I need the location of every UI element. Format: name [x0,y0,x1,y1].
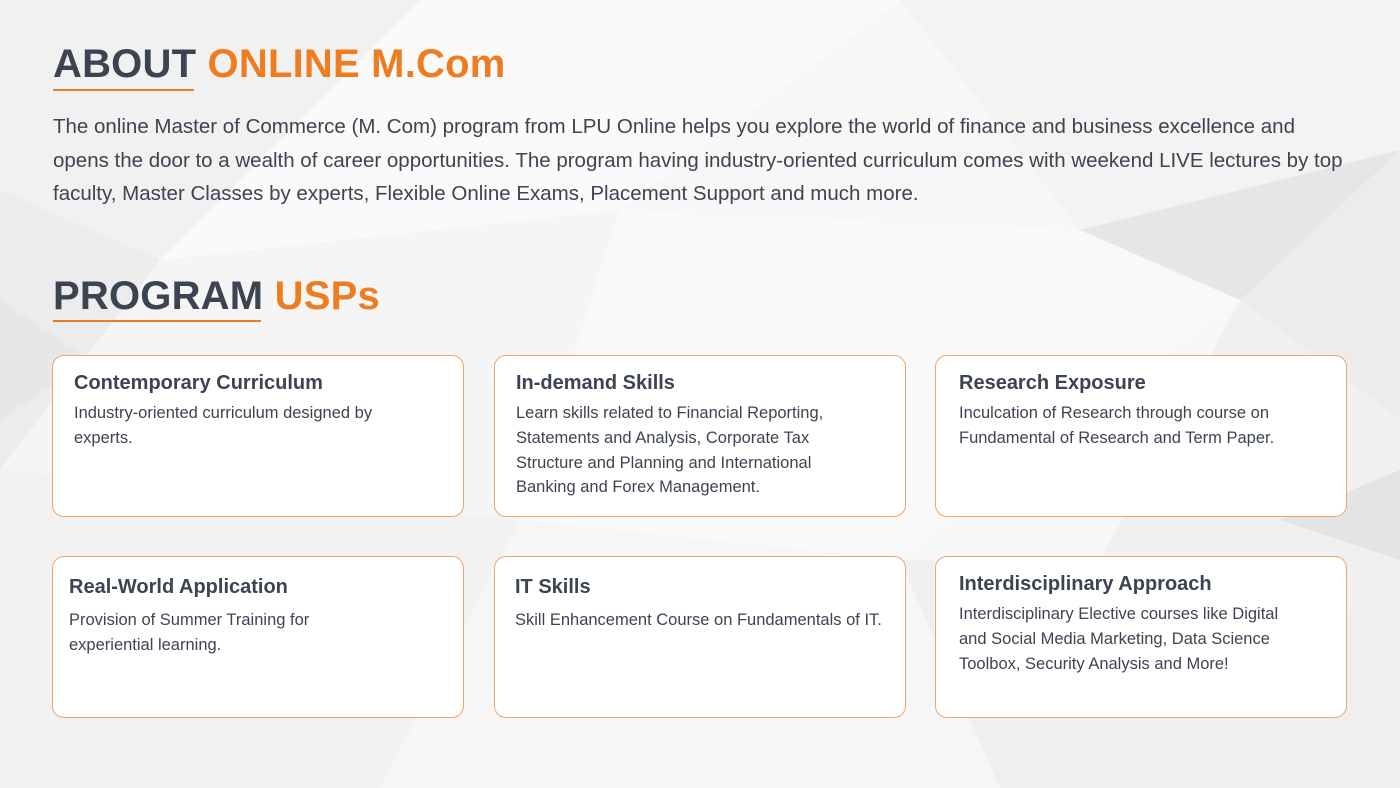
usp-card-contemporary-curriculum [52,355,464,517]
about-heading [53,44,506,84]
usp-card-description: Interdisciplinary Elective courses like Digital and Social Media Marketing, Data Science Toolbox, Security Analysis and More! [959,605,1279,673]
usp-card-description: Learn skills related to Financial Reporting, Statements and Analysis, Corporate Tax Structure and Planning and International Banking and Forex Management. [516,404,824,497]
usp-card-interdisciplinary-approach [935,556,1347,718]
usp-card-description: Inculcation of Research through course on Fundamental of Research and Term Paper. [959,404,1275,447]
usp-heading-part1: PROGRAM [53,274,264,318]
usp-card-description: Industry-oriented curriculum designed by experts. [74,404,373,447]
usp-card-it-skills [494,556,906,718]
usp-heading-part2: USPs [274,274,380,318]
usp-card-title: Research Exposure [959,372,1146,394]
usp-card-title: IT Skills [515,576,591,598]
usp-heading [53,276,380,316]
usp-card-in-demand-skills [494,355,906,517]
usp-card-research-exposure [935,355,1347,517]
about-heading-part2: ONLINE M.Com [207,42,506,86]
usp-card-title: Real-World Application [69,576,288,598]
about-heading-part1: ABOUT [53,42,197,86]
usp-card-title: Contemporary Curriculum [74,372,323,394]
usp-card-title: In-demand Skills [516,372,675,394]
usp-heading-underline [53,320,261,322]
usp-card-description: Skill Enhancement Course on Fundamentals of IT. [515,611,882,629]
usp-card-description: Provision of Summer Training for experiential learning. [69,611,310,654]
about-description: The online Master of Commerce (M. Com) program from LPU Online helps you explore the world of finance and business excellence and opens the door to a wealth of career opportunities. The program having industry-oriented curriculum comes with weekend LIVE lectures by top faculty, Master Classes by experts, Flexible Online Exams, Placement Support and much more. [53,115,1343,205]
about-heading-underline [53,89,194,91]
usp-card-real-world-application [52,556,464,718]
usp-card-title: Interdisciplinary Approach [959,573,1212,595]
